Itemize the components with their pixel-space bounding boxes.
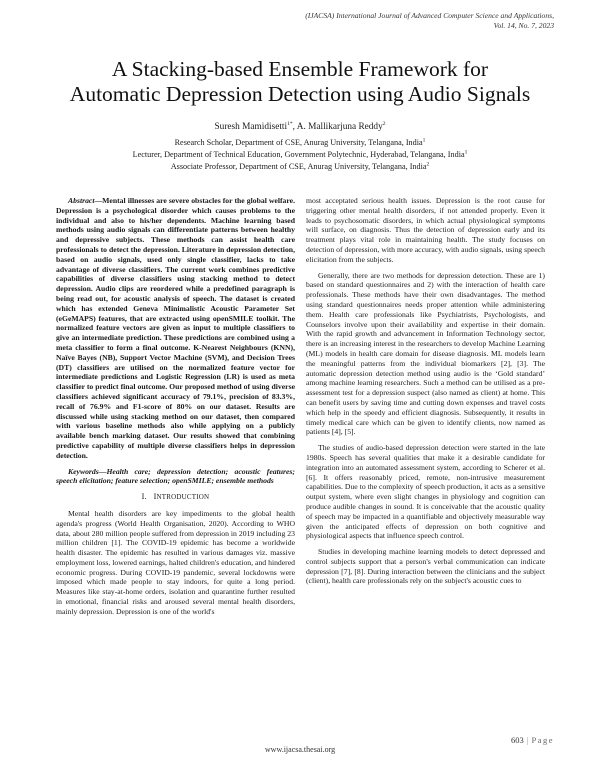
title-line-1: A Stacking-based Ensemble Framework for [111, 57, 489, 81]
affiliations [40, 137, 560, 173]
author-2-affil-sup: 2 [382, 120, 386, 127]
body-paragraph-4: Studies in developing machine learning models to detect depressed and control subjects support that a person's verbal communication can indicate depression [7], [8]. During interaction between the clinicians and the subject (client), health care professionals rely on the subject's acoustic cues to [306, 547, 545, 586]
section-title-initial: I [153, 492, 157, 502]
page-number-value: 603 [511, 735, 524, 745]
journal-header [305, 11, 554, 31]
paper-title [40, 57, 560, 107]
affiliation-3: Associate Professor, Department of CSE, Anurag University, Telangana, India$^2$ [170, 161, 430, 171]
affiliation-2: Lecturer, Department of Technical Education, Government Polytechnic, Hyderabad, Telangana, India$^1$ [132, 149, 468, 159]
journal-name: (IJACSA) International Journal of Advanced Computer Science and Applications, [305, 11, 554, 20]
corresponding-author-mark: * [289, 120, 293, 127]
title-line-2: Automatic Depression Detection using Audio Signals [69, 82, 531, 106]
author-1-name: Suresh Mamidisetti [214, 122, 288, 132]
abstract [56, 196, 295, 461]
page-number [511, 735, 554, 745]
author-2-name: A. Mallikarjuna Reddy [296, 122, 383, 132]
author-1-affil-sup: 1* [287, 120, 293, 127]
page-separator: | [526, 735, 529, 745]
right-column [306, 196, 545, 592]
footer-url: www.ijacsa.thesai.org [264, 745, 336, 754]
abstract-label: Abstract [68, 196, 95, 205]
journal-volume: Vol. 14, No. 7, 2023 [493, 21, 554, 30]
keywords-label: Keywords [68, 466, 99, 476]
section-heading-introduction [56, 492, 295, 503]
section-title-rest: NTRODUCTION [156, 493, 210, 502]
left-column [56, 196, 295, 623]
intro-paragraph-1: Mental health disorders are key impediments to the global health agenda's progress (World Health Organisation, 2020). According to WHO data, about 280 million people suffered from depression in 2019 including 23 million children [1]. The COVID-19 epidemic has become a worldwide health disaster. The epidemic has resulted in various damages viz. massive employment loss, lowered earnings, halted children's education, and hindered economic progress. During COVID-19 pandemic, several lockdowns were imposed which made people to stay indoors, for quite a long period. Measures like stay-at-home orders, isolation and quarantine further resulted in emotional, financial risks and aroused several mental health disorders, mainly depression. Depression is one of the world's [56, 508, 295, 616]
page-word: Page [531, 735, 554, 745]
section-numeral: I. [141, 492, 147, 502]
abstract-text: —Mental illnesses are severe obstacles for the global welfare. Depression is a psychological disorder which causes problems to the individual and also to his/her dependents. Machine learning based methods using audio signals can differentiate patterns between healthy and depressive subjects. These methods can assist health care professionals to detect the depression. Literature in depression detection, based on audio signals, used only single classifier, lacks to take advantage of diverse classifiers. The current work combines predictive capabilities of diverse classifiers using stacking method to detect depression. Audio clips are reordered while a predefined paragraph is being read out, for acoustic analysis of speech. The dataset is created which has extended Geneva Minimalistic Acoustic Parameter Set (eGeMAPS) features, that are extracted using openSMILE toolkit. The normalized feature vectors are given as input to multiple classifiers to give an intermediate prediction. These predictions are combined using a meta classifier to form a final outcome. K-Nearest Neighbours (KNN), Naïve Bayes (NB), Support Vector Machine (SVM), and Decision Trees (DT) classifiers are utilised on the normalized feature vector for intermediate predictions and Logistic Regression (LR) is used as meta classifier to predict final outcome. Our proposed method of using diverse classifiers achieved significant accuracy of 79.1%, precision of 83.3%, recall of 76.9% and F1-score of 80% on our dataset. Results are discussed while using stacking method on our dataset, then compared with various baseline methods also while applying on a publicly available bench marking dataset. Our results showed that combining predictive capability of multiple diverse classifiers helps in depression detection. [56, 196, 295, 460]
keywords-text: —Health care; depression detection; acoustic features; speech elicitation; feature selection; openSMILE; ensemble methods [56, 466, 295, 486]
affiliation-1: Research Scholar, Department of CSE, Anurag University, Telangana, India$^1$ [174, 137, 426, 147]
body-paragraph-3: The studies of audio-based depression detection were started in the late 1980s. Speech has several qualities that make it a desirable candidate for integration into an automated assessment system, according to Scherer et al. [6]. It offers reasonably priced, remote, non-intrusive measurement capabilities. Due to the complexity of speech production, it acts as a sensitive output system, where even slight changes in physiology and cognition can produce audible changes in sound. It is conceivable that the acoustic quality of speech may be impacted in a quantifiable and objectively measurable way given the anticipated effects of depression on both cognitive and physiological aspects that influence speech control. [306, 443, 545, 541]
author-separator: , [292, 122, 297, 132]
body-paragraph-2: Generally, there are two methods for depression detection. These are 1) based on standard questionnaires and 2) with the interaction of health care professionals. These methods have their own disadvantages. The method using standard questionnaires needs proper attention while administering them. Health care professionals like Psychiatrists, Psychologists, and Counselors involve upon their availability and expertise in their domain. With the rapid growth and advancement in Information Technology sector, there is an increasing interest in the researchers to develop Machine Learning (ML) models in health care domain for disease diagnosis. ML models learn the meaningful patterns from the individual biomarkers [2], [3]. The automatic depression detection method using audio is the ‘Gold standard’ among machine learning researchers. Such a method can be utilised as a pre-assessment test for a depression suspect (also named as client) at home. This can benefit users by saving time and cutting down expenses and travel costs which help in the speedy and efficient diagnosis. Subsequently, it results in timely medical care which can be given to identify clients, now named as patients [4], [5]. [306, 270, 545, 437]
body-paragraph-continued: most acceptated serious health issues. Depression is the root cause for triggering other mental health disorders, if not attended properly. Even it leads to psychosomatic disorders, in which actual physiological symptoms will surface, on diagnosis. Thus the detection of depression early and its treatment plays vital role in maintaining health. The study focuses on detection of depression, with more accuracy, with audio signals, using speech elicitation from the subjects. [306, 196, 545, 264]
keywords [56, 467, 295, 487]
author-line [40, 121, 560, 133]
